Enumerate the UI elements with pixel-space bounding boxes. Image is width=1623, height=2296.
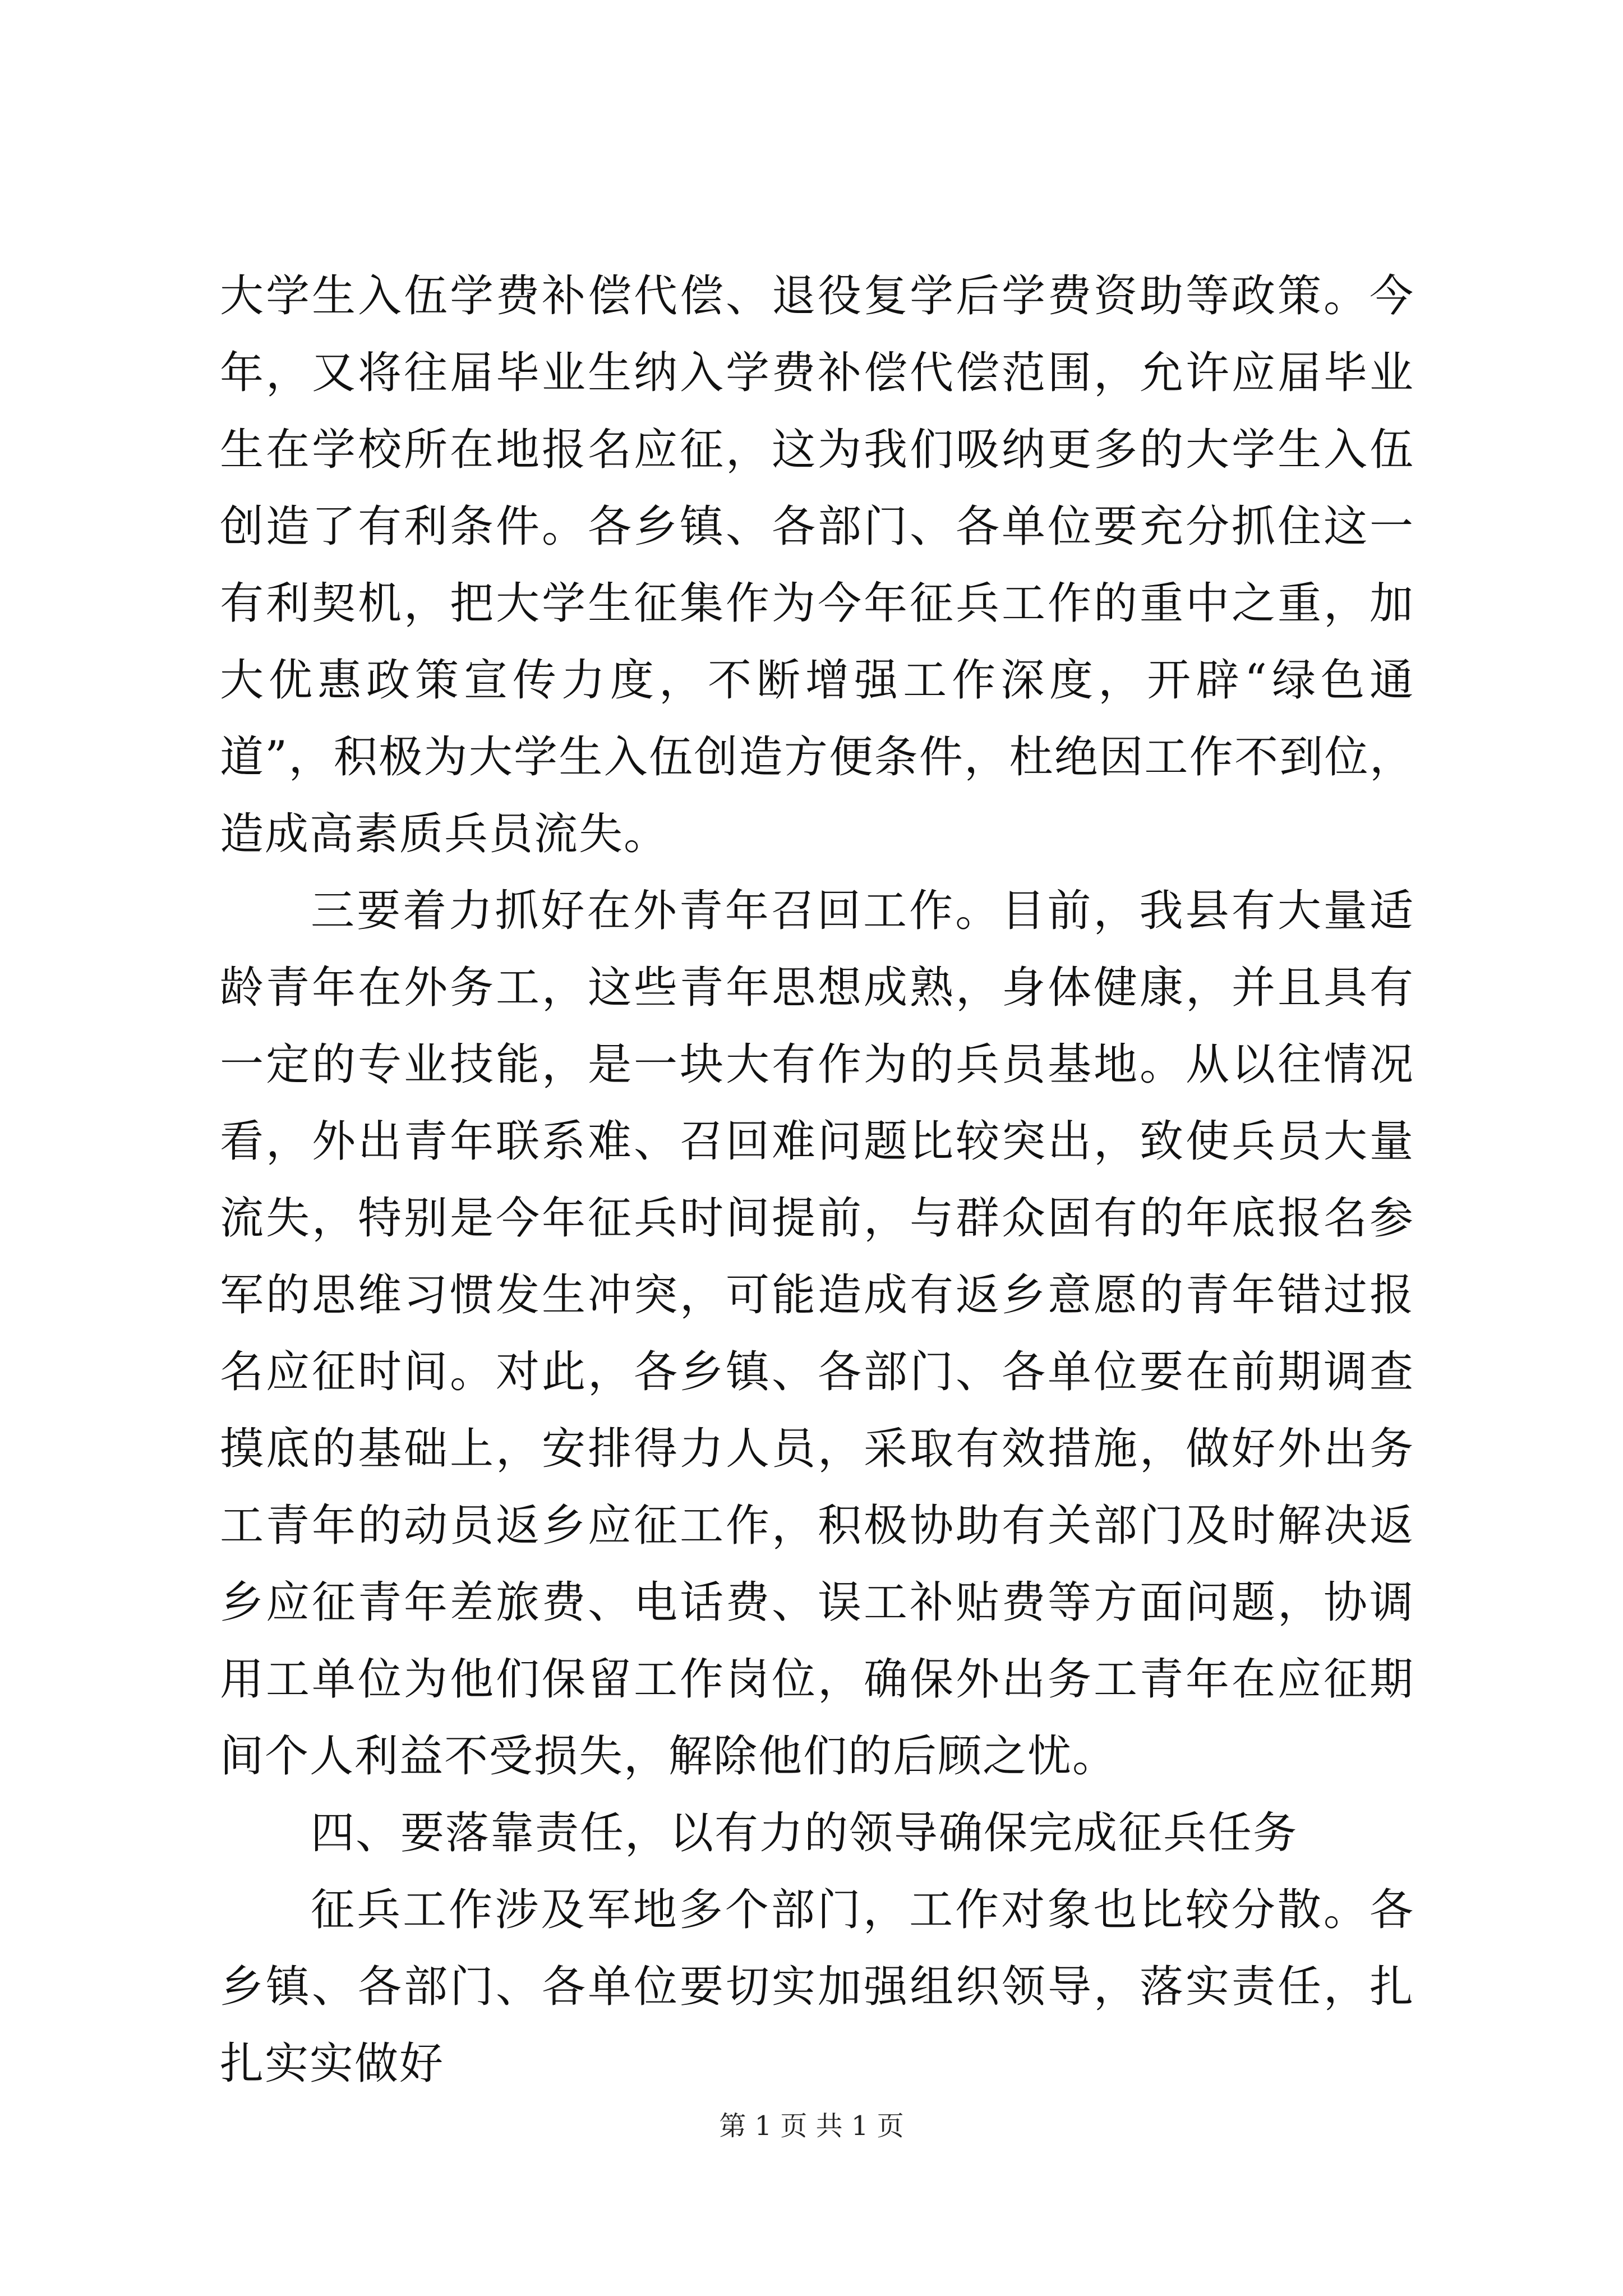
paragraph-1: 大学生入伍学费补偿代偿、退役复学后学费资助等政策。今年，又将往届毕业生纳入学费补偿代偿范围，允许应届毕业生在学校所在地报名应征，这为我们吸纳更多的大学生入伍创造了有利条件。各乡镇、各部门、各单位要充分抓住这一有利契机，把大学生征集作为今年征兵工作的重中之重，加大优惠政策宣传力度，不断增强工作深度，开辟“绿色通道”，积极为大学生入伍创造方便条件，杜绝因工作不到位，造成高素质兵员流失。 (220, 271, 1414, 859)
paragraph-2: 三要着力抓好在外青年召回工作。目前，我县有大量适龄青年在外务工，这些青年思想成熟，身体健康，并且具有一定的专业技能，是一块大有作为的兵员基地。从以往情况看，外出青年联系难、召回难问题比较突出，致使兵员大量流失，特别是今年征兵时间提前，与群众固有的年底报名参军的思维习惯发生冲突，可能造成有返乡意愿的青年错过报名应征时间。对此，各乡镇、各部门、各单位要在前期调查摸底的基础上，安排得力人员，采取有效措施，做好外出务工青年的动员返乡应征工作，积极协助有关部门及时解决返乡应征青年差旅费、电话费、误工补贴费等方面问题，协调用工单位为他们保留工作岗位，确保外出务工青年在应征期间个人利益不受损失，解除他们的后顾之忧。 (220, 886, 1414, 1782)
section-heading: 四、要落靠责任，以有力的领导确保完成征兵任务 (311, 1808, 1298, 1858)
page-footer: 第 1 页 共 1 页 (719, 2110, 904, 2142)
document-body (220, 258, 1414, 2102)
paragraph-3: 征兵工作涉及军地多个部门，工作对象也比较分散。各乡镇、各部门、各单位要切实加强组织领导，落实责任，扎扎实实做好 (220, 1885, 1414, 2089)
